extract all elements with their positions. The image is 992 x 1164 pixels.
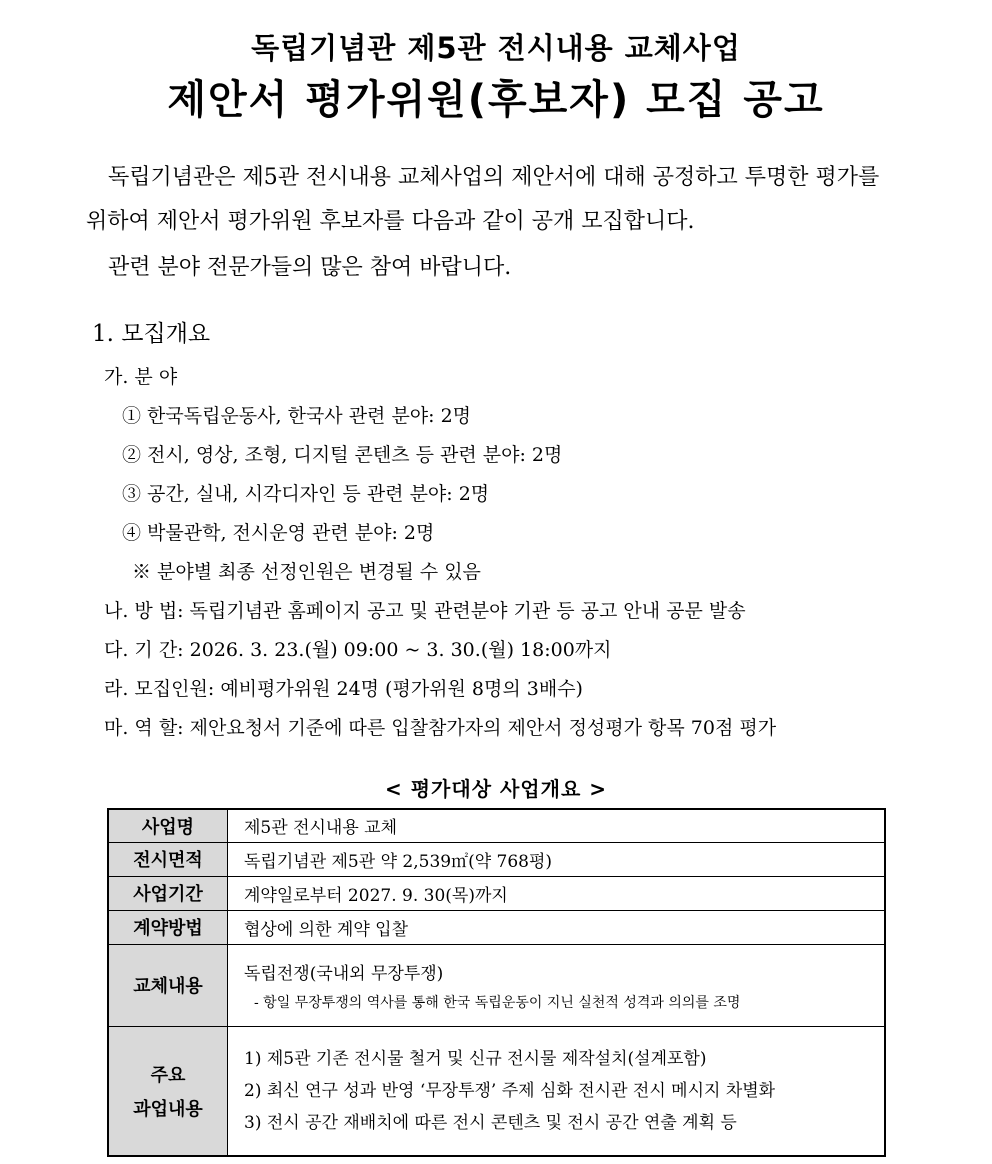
table-row [108,910,885,944]
content-sub: - 항일 무장투쟁의 역사를 통해 한국 독립운동이 지닌 실천적 성격과 의의를 조명 [254,994,741,1011]
table-row [108,1026,885,1156]
table-row [108,876,885,910]
tasks-label-line-1: 주요 [150,1064,186,1086]
period-row [104,635,612,662]
contract-label: 계약방법 [108,910,228,944]
field-item-3: ③ 공간, 실내, 시각디자인 등 관련 분야: 2명 [122,483,490,505]
period-label: 다. 기 간: [104,639,184,661]
table-row [108,809,885,842]
content-cell [228,944,886,1026]
recruit-label: 라. 모집인원: [104,678,215,700]
field-item-2: ② 전시, 영상, 조형, 디지털 콘텐츠 등 관련 분야: 2명 [122,444,563,466]
tasks-label [108,1026,228,1156]
title-line-2: 제안서 평가위원(후보자) 모집 공고 [167,77,825,123]
area-value: 독립기념관 제5관 약 2,539㎡(약 768평) [228,842,886,876]
table-caption: < 평가대상 사업개요 > [385,777,607,801]
content-label: 교체내용 [108,944,228,1026]
title-line-1: 독립기념관 제5관 전시내용 교체사업 [251,31,741,65]
tasks-label-line-2: 과업내용 [133,1098,203,1120]
task-item-2: 2) 최신 연구 성과 반영 ‘무장투쟁’ 주제 심화 전시관 전시 메시지 차별화 [244,1080,776,1101]
contract-value: 협상에 의한 계약 입찰 [228,910,886,944]
task-item-1: 1) 제5관 기존 전시물 철거 및 신규 전시물 제작설치(설계포함) [244,1048,707,1069]
period-value-cell: 계약일로부터 2027. 9. 30(목)까지 [228,876,886,910]
field-label: 가. 분 야 [104,366,178,388]
role-label: 마. 역 할: [104,717,184,739]
field-item-4: ④ 박물관학, 전시운영 관련 분야: 2명 [122,522,435,544]
period-value: 2026. 3. 23.(월) 09:00 ~ 3. 30.(월) 18:00까지 [189,639,612,661]
period-label-cell: 사업기간 [108,876,228,910]
method-row [104,596,746,623]
recruit-value: 예비평가위원 24명 (평가위원 8명의 3배수) [220,678,583,700]
intro-line-3: 관련 분야 전문가들의 많은 참여 바랍니다. [108,255,512,280]
task-item-3: 3) 전시 공간 재배치에 따른 전시 콘텐츠 및 전시 공간 연출 계획 등 [244,1112,737,1133]
content-value: 독립전쟁(국내외 무장투쟁) [244,963,444,984]
intro-line-1: 독립기념관은 제5관 전시내용 교체사업의 제안서에 대해 공정하고 투명한 평가를 [108,165,880,190]
section-heading: 1. 모집개요 [92,321,211,347]
field-note: ※ 분야별 최종 선정인원은 변경될 수 있음 [132,561,481,583]
role-row [104,713,776,740]
field-item-1: ① 한국독립운동사, 한국사 관련 분야: 2명 [122,405,472,427]
role-value: 제안요청서 기준에 따른 입찰참가자의 제안서 정성평가 항목 70점 평가 [189,717,777,739]
table-row [108,944,885,1026]
area-label: 전시면적 [108,842,228,876]
project-name-label: 사업명 [108,809,228,842]
project-overview-table [107,808,886,1157]
method-value: 독립기념관 홈페이지 공고 및 관련분야 기관 등 공고 안내 공문 발송 [189,600,746,622]
project-name-value: 제5관 전시내용 교체 [228,809,886,842]
tasks-cell [228,1026,886,1156]
table-row [108,842,885,876]
method-label: 나. 방 법: [104,600,184,622]
recruit-row [104,674,583,701]
intro-line-2: 위하여 제안서 평가위원 후보자를 다음과 같이 공개 모집합니다. [86,209,695,234]
